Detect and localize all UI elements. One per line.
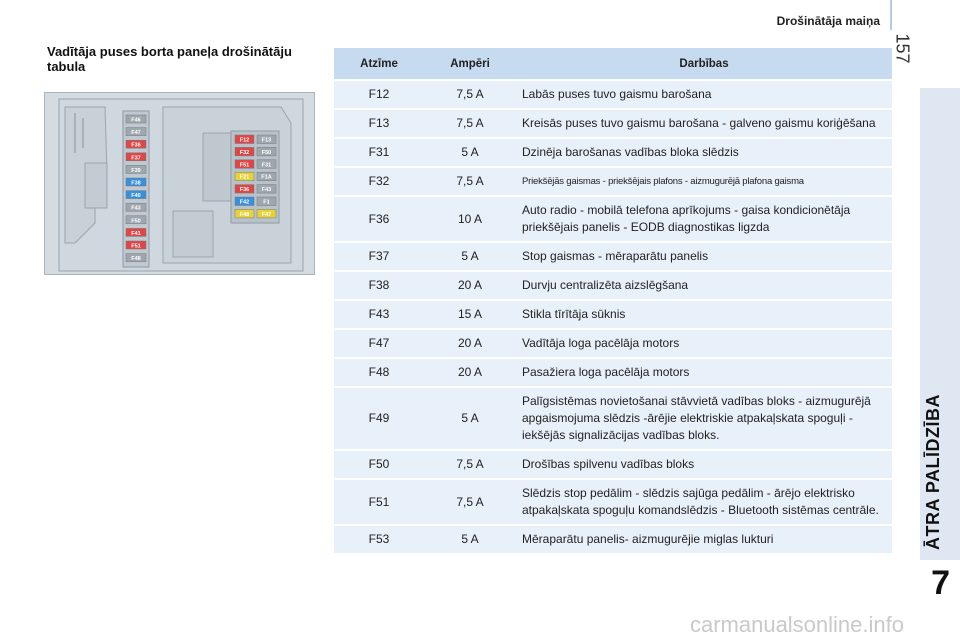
- fuse-label: F41: [131, 230, 141, 237]
- fuse-label: F13: [261, 137, 272, 144]
- fuse-action: Stikla tīrītāja sūknis: [516, 301, 892, 328]
- table-row: [334, 110, 892, 137]
- fuse-mark: F32: [334, 168, 424, 195]
- fuse-amps: 5 A: [424, 243, 516, 270]
- fuse-action: Pasažiera loga pacēlāja motors: [516, 359, 892, 386]
- column-header-action: Darbības: [516, 48, 892, 79]
- fuse-amps: 20 A: [424, 330, 516, 357]
- fuse-mark: F47: [334, 330, 424, 357]
- fuse-mark: F51: [334, 480, 424, 524]
- fuse-amps: 7,5 A: [424, 480, 516, 524]
- table-row: [334, 526, 892, 553]
- fuse-action: Kreisās puses tuvo gaismu barošana - galveno gaismu koriģēšana: [516, 110, 892, 137]
- fuse-amps: 5 A: [424, 388, 516, 449]
- fuse-box-illustration: [45, 93, 316, 276]
- fuse-label: F36: [239, 187, 250, 194]
- fuse-mark: F31: [334, 139, 424, 166]
- table-row: [334, 139, 892, 166]
- fuse-label: F40: [131, 193, 141, 200]
- table-row: [334, 330, 892, 357]
- fuse-label: F48: [131, 256, 141, 263]
- fuse-label: F39: [131, 167, 141, 174]
- table-row: [334, 197, 892, 241]
- fuse-action: Mēraparātu panelis- aizmugurējie miglas lukturi: [516, 526, 892, 553]
- fuse-label: F50: [261, 149, 272, 156]
- fuse-mark: F53: [334, 526, 424, 553]
- fuse-label: F47: [261, 211, 272, 218]
- table-row: [334, 81, 892, 108]
- table-row: [334, 168, 892, 195]
- chapter-number: 7: [931, 564, 950, 602]
- fuse-action: Priekšējās gaismas - priekšējais plafons - aizmugurējā plafona gaisma: [516, 168, 892, 195]
- fuse-mark: F12: [334, 81, 424, 108]
- table-row: [334, 388, 892, 449]
- fuse-action: Drošības spilvenu vadības bloks: [516, 451, 892, 478]
- sidebar-label: ĀTRA PALĪDZĪBA: [923, 394, 943, 550]
- fuse-mark: F37: [334, 243, 424, 270]
- column-header-amps: Ampēri: [424, 48, 516, 79]
- table-row: [334, 272, 892, 299]
- fuse-mark: F50: [334, 451, 424, 478]
- fuse-label: F51: [239, 162, 250, 169]
- fuse-label: F51: [131, 243, 141, 250]
- table-row: [334, 451, 892, 478]
- fuse-action: Slēdzis stop pedālim - slēdzis sajūga pedālim - ārējo elektrisko atpakaļskata spoguļu komandslēdzis - Bluetooth sistēmas centrāle.: [516, 480, 892, 524]
- fuse-label: F37: [131, 155, 141, 162]
- chapter-title: Drošinātāja maiņa: [776, 14, 880, 28]
- fuse-label: F1: [263, 199, 270, 206]
- page-number: 157: [892, 33, 913, 64]
- fuse-label: F47: [131, 130, 141, 137]
- fuse-action: Dzinēja barošanas vadības bloka slēdzis: [516, 139, 892, 166]
- fuse-label: F32: [239, 149, 250, 156]
- fuse-amps: 15 A: [424, 301, 516, 328]
- fuse-label: F31: [261, 162, 272, 169]
- fuse-label: F36: [131, 142, 141, 149]
- fuse-label: F1A: [261, 174, 272, 181]
- fuse-label: F21: [239, 174, 250, 181]
- fuse-label: F50: [131, 218, 141, 225]
- fuse-action: Vadītāja loga pacēlāja motors: [516, 330, 892, 357]
- fuse-label: F46: [131, 117, 141, 124]
- fuse-action: Palīgsistēmas novietošanai stāvvietā vadības bloks - aizmugurējā apgaismojuma slēdzis -ārējie elektriskie atpakaļskata spoguļi - iekšējās signalizācijas vadības bloks.: [516, 388, 892, 449]
- table-row: [334, 480, 892, 524]
- fuse-mark: F43: [334, 301, 424, 328]
- fuse-amps: 7,5 A: [424, 81, 516, 108]
- table-row: [334, 243, 892, 270]
- fuse-mark: F36: [334, 197, 424, 241]
- fuse-amps: 20 A: [424, 272, 516, 299]
- watermark: carmanualsonline.info: [689, 612, 904, 637]
- table-header-row: [334, 48, 892, 79]
- fuse-action: Durvju centralizēta aizslēgšana: [516, 272, 892, 299]
- fuse-amps: 5 A: [424, 526, 516, 553]
- sidebar-label-wrap: [924, 380, 948, 550]
- fuse-label: F12: [239, 137, 250, 144]
- fuse-action: Stop gaismas - mēraparātu panelis: [516, 243, 892, 270]
- fuse-box-diagram: [44, 92, 315, 275]
- section-title: Vadītāja puses borta paneļa drošinātāju tabula: [47, 44, 292, 74]
- fuse-amps: 7,5 A: [424, 451, 516, 478]
- fuse-label: F38: [131, 180, 141, 187]
- table-row: [334, 359, 892, 386]
- fuse-mark: F13: [334, 110, 424, 137]
- fuse-action: Labās puses tuvo gaismu barošana: [516, 81, 892, 108]
- fuse-amps: 20 A: [424, 359, 516, 386]
- fuse-amps: 7,5 A: [424, 168, 516, 195]
- header-divider: [890, 0, 892, 30]
- fuse-mark: F48: [334, 359, 424, 386]
- fuse-mark: F49: [334, 388, 424, 449]
- fuse-amps: 10 A: [424, 197, 516, 241]
- table-body: [334, 81, 892, 553]
- fuse-mark: F38: [334, 272, 424, 299]
- fuse-label: F43: [131, 205, 141, 212]
- table-row: [334, 301, 892, 328]
- fuse-label: F42: [239, 199, 250, 206]
- fuse-table: [334, 46, 892, 555]
- fuse-amps: 5 A: [424, 139, 516, 166]
- column-header-mark: Atzīme: [334, 48, 424, 79]
- fuse-label: F48: [239, 211, 250, 218]
- fuse-action: Auto radio - mobilā telefona aprīkojums - gaisa kondicionētāja priekšējais panelis - EODB diagnostikas ligzda: [516, 197, 892, 241]
- fuse-label: F43: [261, 187, 272, 194]
- fuse-amps: 7,5 A: [424, 110, 516, 137]
